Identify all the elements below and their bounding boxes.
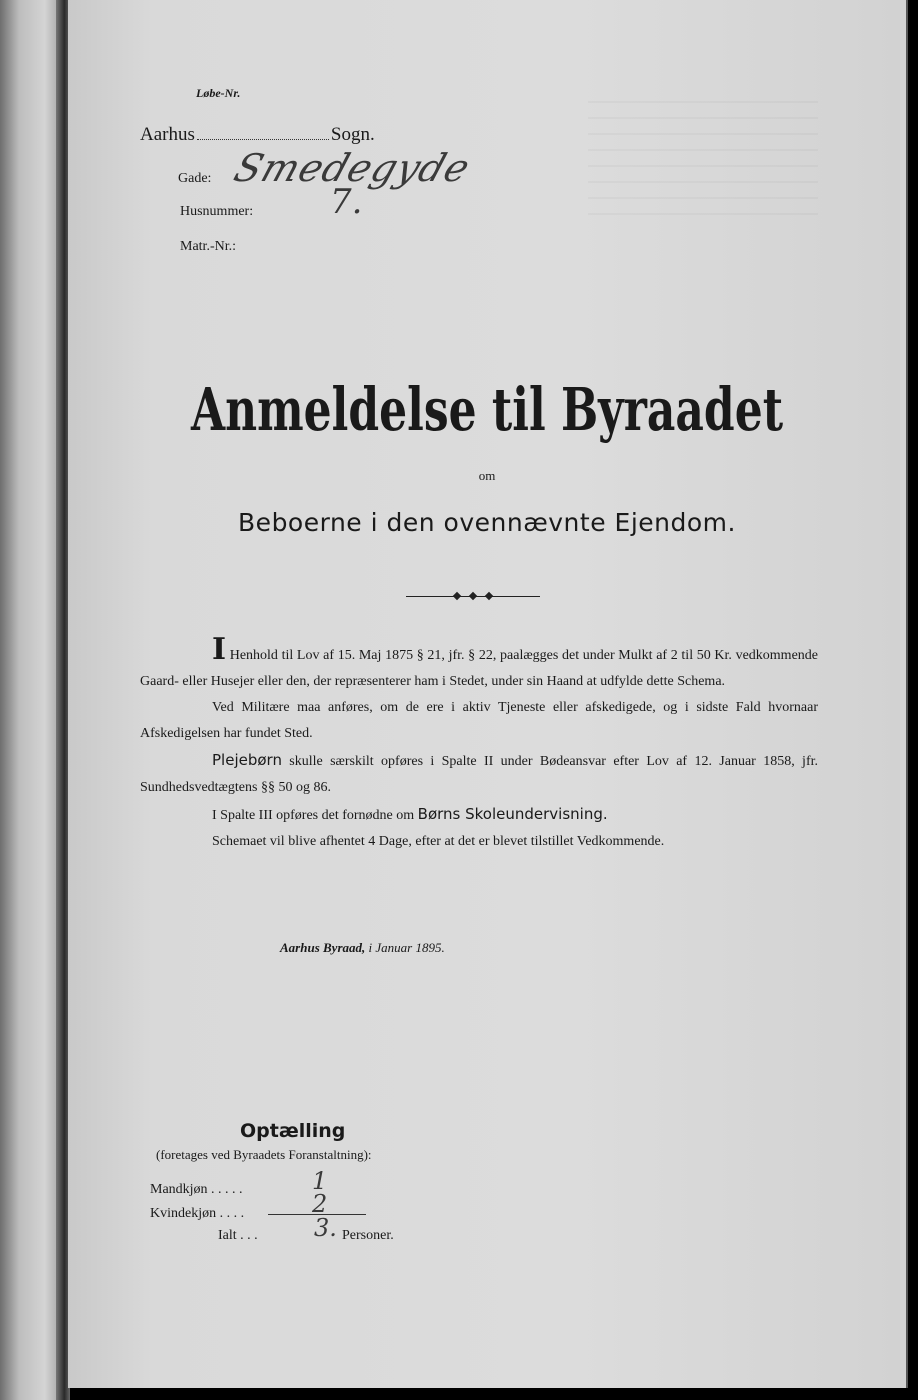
divider-ornament [406,594,540,600]
signature-date: i Januar 1895. [365,940,445,955]
male-count-value[interactable]: 1 [312,1167,328,1195]
cadastral-number-label: Matr.-Nr.: [180,239,236,254]
form-page [68,0,908,1388]
paragraph-military: Ved Militære maa anføres, om de ere i aktiv Tjeneste eller afskedigede, og i sidste Fald hvornaar Afskedigelsen har fundet Sted. [140,700,818,741]
ornament-diamond [485,592,493,600]
total-count-value[interactable]: 3. [314,1214,337,1242]
paragraph-law-text: Henhold til Lov af 15. Maj 1875 § 21, jfr. § 22, paalægges det under Mulkt af 2 til 50 Kr. vedkommende Gaard- eller Husejer eller den, der repræsenterer ham i Stedet, under sin Haand at udfylde dette Schema. [140,648,818,689]
paragraph-collection: Schemaet vil blive afhentet 4 Dage, efter at det er blevet tilstillet Vedkommende. [212,834,665,849]
lobe-nr-label: Løbe-Nr. [196,86,241,100]
title-connector: om [478,468,496,483]
total-count-label: Ialt . . . [218,1228,258,1243]
persons-label: Personer. [342,1228,394,1243]
census-title: Optælling [240,1120,346,1142]
foster-children-lead: Plejebørn [212,751,282,769]
parish-city: Aarhus [140,124,195,145]
bleed-through-text [588,95,818,215]
schooling-text: I Spalte III opføres det fornødne om [212,808,418,823]
drop-cap: I [212,632,227,667]
ornament-diamond [469,592,477,600]
document-subtitle: Beboerne i den ovennævnte Ejendom. [238,508,736,537]
female-count-label: Kvindekjøn . . . . [150,1206,245,1221]
street-value[interactable]: Smedegyde [228,146,477,190]
document-title: Anmeldelse til Byraadet [190,376,784,445]
female-count-value[interactable]: 2 [312,1190,328,1218]
paragraph-schooling [140,801,818,829]
paragraph-foster-children [140,747,818,801]
parish-row [140,124,375,146]
signature-name: Aarhus Byraad, [280,940,366,955]
parish-dotted-line [197,127,329,140]
street-label: Gade: [178,171,212,186]
signature-line [280,940,445,956]
schooling-emphasis: Børns Skoleundervisning. [417,805,608,823]
parish-suffix: Sogn. [330,124,375,145]
house-number-label: Husnummer: [180,204,254,219]
ornament-diamond [453,592,461,600]
paragraph-law [140,632,818,695]
previous-page-edge [0,0,64,1400]
male-count-label: Mandkjøn . . . . . [150,1182,243,1197]
house-number-value[interactable]: 7. [330,182,363,222]
instructions-text [140,632,818,855]
foster-children-text: skulle særskilt opføres i Spalte II under Bødeansvar efter Lov af 12. Januar 1858, jfr. Sundhedsvedtægtens §§ 50 og 86. [140,754,818,795]
census-subtitle: (foretages ved Byraadets Foranstaltning): [156,1147,372,1162]
